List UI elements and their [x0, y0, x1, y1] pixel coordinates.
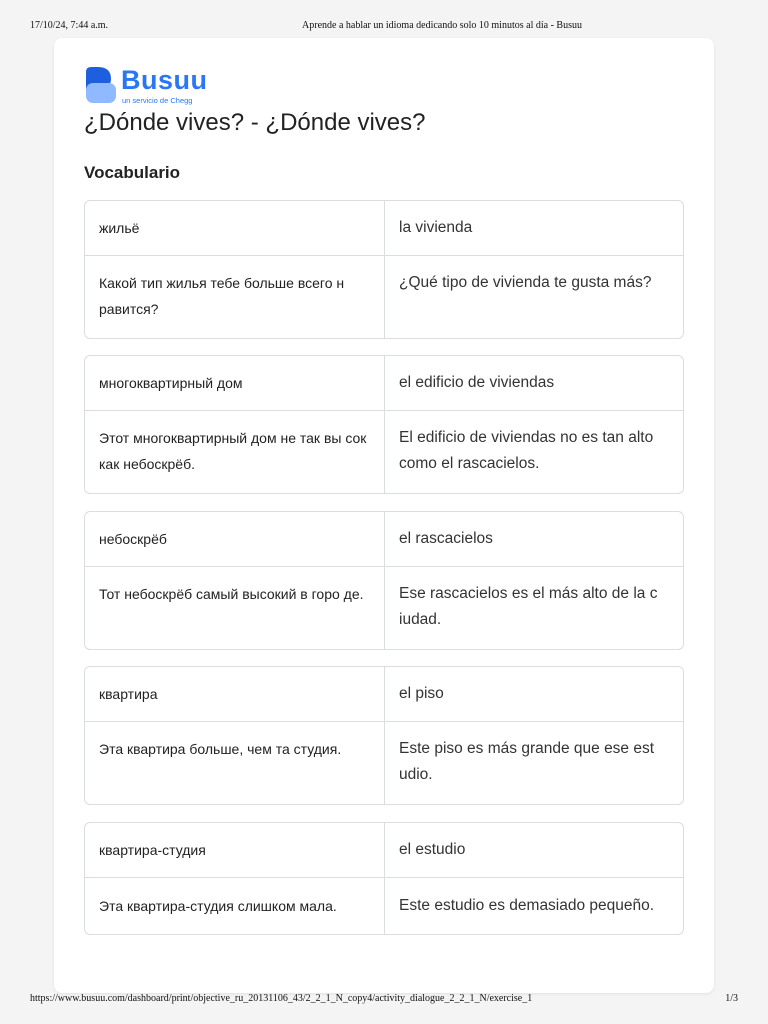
print-date: 17/10/24, 7:44 a.m. [30, 20, 109, 31]
vocab-word-row [85, 201, 683, 256]
vocab-word-row [85, 512, 683, 567]
vocab-sentence-row [85, 567, 683, 649]
word-russian: жильё [85, 201, 385, 255]
sentence-russian: Этот многоквартирный дом не так вы сок как небоскрёб. [85, 411, 385, 493]
brand-name: Busuu [121, 65, 208, 95]
vocab-card [84, 355, 684, 494]
print-url: https://www.busuu.com/dashboard/print/objective_ru_20131106_43/2_2_1_N_copy4/activity_dialogue_2_2_1_N/exercise_1 [30, 993, 533, 1004]
vocab-card [84, 666, 684, 805]
sentence-spanish: Este piso es más grande que ese est udio. [399, 740, 655, 783]
brand-tagline: un servicio de Chegg [122, 96, 193, 105]
sentence-spanish: Este estudio es demasiado pequeño. [399, 897, 655, 914]
vocab-sentence-row [85, 878, 683, 934]
vocab-sentence-row [85, 256, 683, 338]
word-russian: квартира-студия [85, 823, 385, 877]
sentence-russian: Какой тип жилья тебе больше всего н равится? [85, 256, 385, 338]
page-title: ¿Dónde vives? - ¿Dónde vives? [84, 109, 426, 136]
print-page-title: Aprende a hablar un idioma dedicando solo 10 minutos al día - Busuu [302, 20, 582, 31]
vocab-word-row [85, 356, 683, 411]
word-spanish: el edificio de viviendas [399, 374, 555, 391]
vocab-card [84, 511, 684, 650]
vocab-word-row [85, 667, 683, 722]
exercise-card [54, 38, 714, 993]
sentence-spanish: Ese rascacielos es el más alto de la c iudad. [399, 585, 658, 628]
sentence-spanish: El edificio de viviendas no es tan alto como el rascacielos. [399, 429, 654, 472]
word-russian: небоскрёб [85, 512, 385, 566]
word-spanish: el estudio [399, 841, 466, 858]
sentence-russian: Тот небоскрёб самый высокий в горо де. [85, 567, 385, 649]
vocab-card [84, 822, 684, 935]
print-page-number: 1/3 [725, 993, 738, 1004]
word-spanish: la vivienda [399, 219, 473, 236]
sentence-russian: Эта квартира-студия слишком мала. [85, 878, 385, 934]
vocab-card [84, 200, 684, 339]
vocab-word-row [85, 823, 683, 878]
busuu-logo-icon [84, 66, 116, 104]
vocab-sentence-row [85, 411, 683, 493]
print-footer [0, 993, 768, 1007]
word-spanish: el rascacielos [399, 530, 493, 547]
busuu-logo[interactable] [84, 66, 304, 106]
word-russian: квартира [85, 667, 385, 721]
sentence-spanish: ¿Qué tipo de vivienda te gusta más? [399, 274, 652, 291]
print-header [0, 20, 768, 34]
vocab-sentence-row [85, 722, 683, 804]
word-russian: многоквартирный дом [85, 356, 385, 410]
sentence-russian: Эта квартира больше, чем та студия. [85, 722, 385, 804]
word-spanish: el piso [399, 685, 444, 702]
section-title: Vocabulario [84, 163, 181, 182]
